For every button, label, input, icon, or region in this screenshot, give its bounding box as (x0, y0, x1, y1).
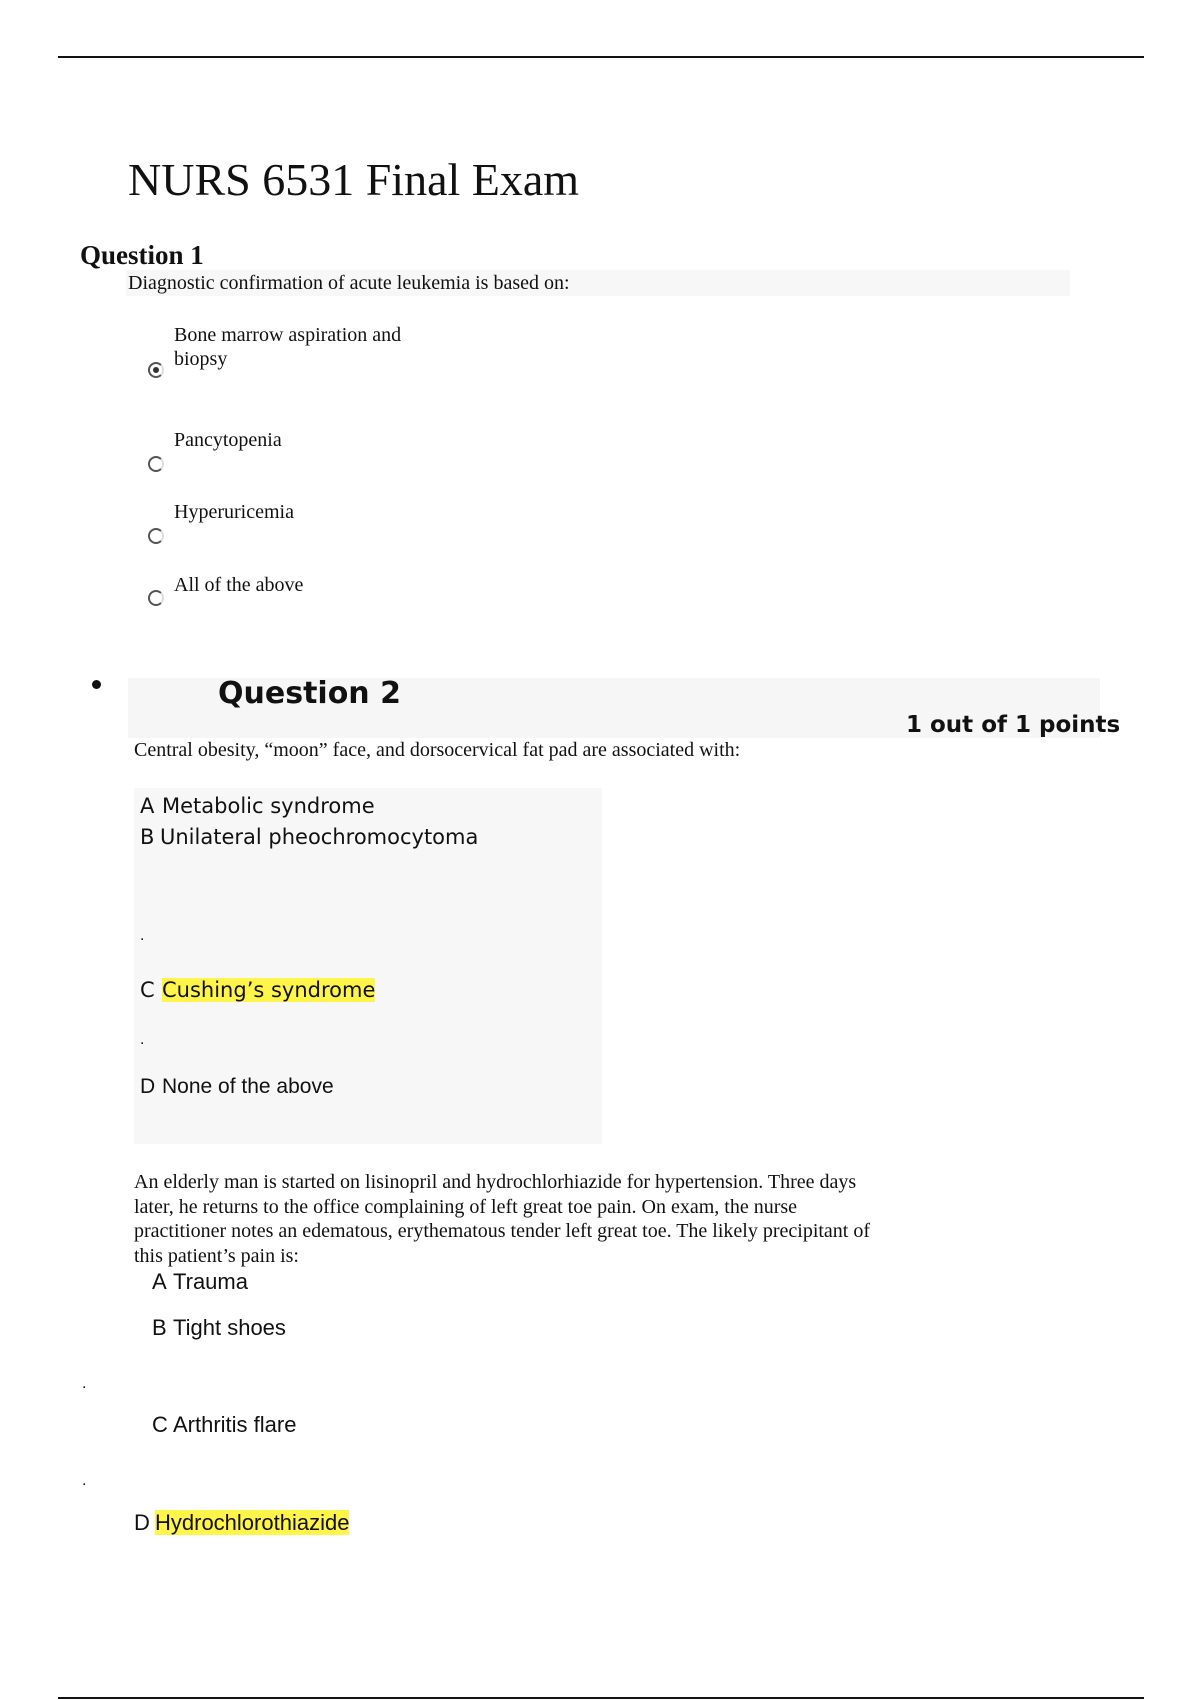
question-2-bullet (92, 680, 101, 689)
q2-separator-2: . (140, 1031, 145, 1048)
q3-separator-2: . (82, 1472, 87, 1489)
page-title: NURS 6531 Final Exam (128, 154, 580, 205)
q1-option-3-radio[interactable] (148, 528, 164, 544)
q1-option-4-radio[interactable] (148, 590, 164, 606)
top-rule (58, 56, 1144, 58)
question-2-heading: Question 2 (218, 676, 401, 711)
q1-option-2-label: Pancytopenia (174, 429, 282, 451)
q1-option-4-label: All of the above (174, 574, 304, 596)
q3-option-c: C Arthritis flare (152, 1412, 297, 1437)
q3-option-d: D Hydrochlorothiazide (134, 1510, 350, 1535)
bottom-rule (58, 1697, 1144, 1699)
q2-option-b: B Unilateral pheochromocytoma (140, 825, 479, 849)
q2-separator-1: . (140, 927, 145, 944)
q1-option-1-radio[interactable] (148, 362, 164, 378)
q3-option-b: B Tight shoes (152, 1315, 286, 1340)
question-2-text: Central obesity, “moon” face, and dorsocervical fat pad are associated with: (134, 739, 741, 761)
q1-option-1-label: Bone marrow aspiration and biopsy (174, 324, 402, 370)
question-2-points: 1 out of 1 points (906, 712, 1121, 738)
q2-option-c: C Cushing’s syndrome (140, 978, 376, 1002)
question-1-heading: Question 1 (80, 240, 204, 270)
q2-option-a: A Metabolic syndrome (140, 794, 375, 818)
q1-option-3-label: Hyperuricemia (174, 501, 294, 523)
q3-option-a: A Trauma (152, 1269, 248, 1294)
q1-option-2-radio[interactable] (148, 456, 164, 472)
q2-option-d: D None of the above (140, 1075, 334, 1098)
question-1-text: Diagnostic confirmation of acute leukemia is based on: (128, 272, 570, 294)
q3-separator-1: . (82, 1375, 87, 1392)
question-3-text: An elderly man is started on lisinopril and hydrochlorhiazide for hypertension. Three days later, he returns to the office complaining of left great toe pain. On exam, the nurse practitioner notes an edematous, erythematous tender left great toe. The likely precipitant of this patient’s pain is: (134, 1171, 871, 1267)
